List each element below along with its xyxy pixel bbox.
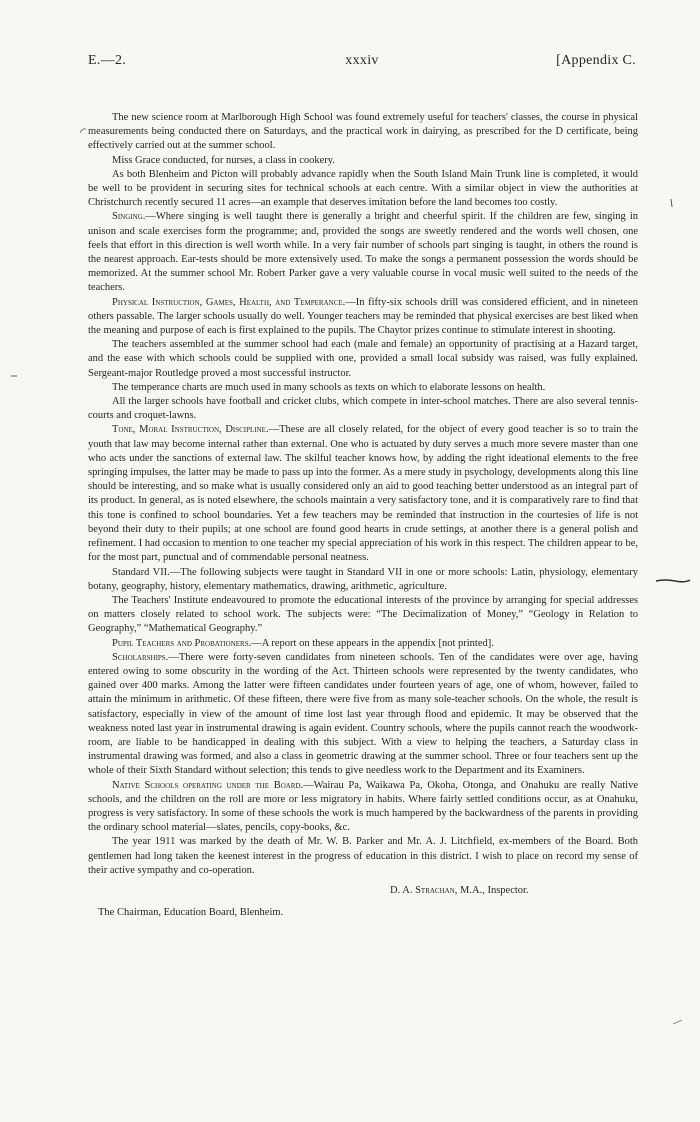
section-heading: Pupil Teachers and Probationers. [112, 637, 252, 649]
paragraph: The Teachers' Institute endeavoured to promote the educational interests of the province by arranging for special addresses on matters closely related to school work. The subjects were: “The Decimalization of Money,” “Geology in Relation to Geography,” “Mathematical Geography.” [88, 594, 638, 635]
page-number: xxxiv [345, 53, 379, 68]
paragraph-physical-instruction: Physical Instruction, Games, Health, and Temperance.—In fifty-six schools drill was considered efficient, and in nineteen others passable. The larger schools usually do well. Younger teachers may be reminded that physical exercises are best liked when the meaning and purpose of each is first explained to the pupils. The Chaytor prizes continue to stimulate interest in shooting. [88, 296, 638, 337]
paragraph: As both Blenheim and Picton will probably advance rapidly when the South Island Main Trunk line is completed, it would be well to be provident in securing sites for technical schools at each centre. With a similar object in view the authorities at Christchurch recently secured 11 acres—an example that deserves imitation before the land becomes too costly. [88, 168, 638, 209]
paragraph: Standard VII.—The following subjects were taught in Standard VII in one or more schools: Latin, physiology, elementary botany, geography, history, elementary mathematics, drawing, arithmetic, agriculture. [88, 566, 638, 592]
margin-curl-mark [78, 126, 88, 136]
paragraph-pupil-teachers: Pupil Teachers and Probationers.—A report on these appears in the appendix [not printed]. [112, 637, 494, 649]
paragraph: The temperance charts are much used in many schools as texts on which to elaborate lessons on health. [112, 381, 546, 393]
paragraph-native-schools: Native Schools operating under the Board.—Wairau Pa, Waikawa Pa, Okoha, Otonga, and Onahuku are really Native schools, and the children on the roll are more or less migratory in habits. Where fairly settled conditions occur, as at Onahuku, progress is very satisfactory. In some of these schools the work is much hampered by the backwardness of the parents in providing the ordinary school material—slates, pencils, copy-books, &c. [88, 779, 638, 834]
section-heading: Native Schools operating under the Board. [112, 779, 304, 791]
section-heading: Singing. [112, 211, 146, 223]
paragraph-singing: Singing.—Where singing is well taught there is generally a bright and cheerful spirit. If the children are few, singing in unison and scale exercises form the programme; and, provided the songs are sweetly rendered and the words well chosen, one feels that effort in this direction is well worth while. In a very fair number of schools part singing is taught, in others the round is the nearest approach. Ear-tests should be more extensively used. To make the songs a permanent possession the words should be memorized. At the summer school Mr. Robert Parker gave a very valuable course in vocal music well suited to the needs of the teachers. [88, 211, 638, 294]
section-heading: Tone, Moral Instruction, Discipline. [112, 424, 269, 436]
margin-dash-mark [655, 576, 691, 586]
paragraph-tone-discipline: Tone, Moral Instruction, Discipline.—These are all closely related, for the object of every good teacher is so to train the youth that law may become internal rather than external. One who is actuated by duty serves a much more severe master than one who acts under the sanctions of external law. The skilful teacher knows how, by adding the right ideational elements to the free springing impulses, the latter may be made to pass up into the former. As a mere study in psychology, developments along this line should be interesting, and so make what is usually considered only an aid to good teaching better understood as an integral part of its product. In general, as is noted elsewhere, the schools maintain a very satisfactory tone, and it is comparatively rare to find that this tone is confined to school boundaries. Yet a few teachers may be reminded that instruction in the courtesies of life is not beyond their duty to their pupils; at one school are found good hearts in crude settings, at another there is a general polish and refinement. I had occasion to mention to one teacher my special appreciation of his work in this respect. The children appear to be, for the most part, punctual and of commendable personal neatness. [88, 424, 638, 564]
appendix-label: [Appendix C. [556, 53, 636, 68]
paragraph: Miss Grace conducted, for nurses, a class in cookery. [112, 154, 335, 166]
paragraph-scholarships: Scholarships.—There were forty-seven candidates from nineteen schools. Ten of the candidates were over age, having entered owing to some obscurity in the wording of the Act. Thirteen schools were represented by the twenty candidates, who gained over 400 marks. Among the latter were fifteen candidates under fourteen years of age, one of whom, however, failed to attain the minimum in arithmetic. Of these fifteen, there were five from as many sole-teacher schools. On the whole, the result is satisfactory, especially in view of the amount of time lost last year through flood and epidemic. It may be observed that the weakness noted last year in instrumental drawing is again evident. Country schools, where the pupils cannot reach the woodwork-room, are liable to be handicapped in dealing with this subject. With a view to helping the teachers, a Saturday class in instrumental drawing was formed, and also a class in geometric drawing at the summer school. Three or four teachers sent up the whole of their Sixth Standard without selection; this tends to give needless work to the Department and its Examiners. [88, 651, 638, 777]
report-code: E.—2. [88, 53, 127, 68]
paragraph: The year 1911 was marked by the death of Mr. W. B. Parker and Mr. A. J. Litchfield, ex-members of the Board. Both gentlemen had long taken the keenest interest in the progress of education in this district. I wish to place on record my sense of their active sympathy and co-operation. [88, 836, 638, 876]
section-heading: Physical Instruction, Games, Health, and Temperance. [112, 296, 346, 308]
report-body [88, 111, 638, 920]
margin-tick-mark [10, 372, 18, 380]
paragraph: The teachers assembled at the summer school had each (male and female) an opportunity of practising at a Hazard target, and the ease with which schools could be supplied with one, provided a small local subsidy was raised, was fully explained. Sergeant-major Routledge proved a most successful instructor. [88, 339, 638, 379]
section-heading: Scholarships. [112, 651, 169, 663]
addressee: The Chairman, Education Board, Blenheim. [98, 907, 284, 919]
paragraph: All the larger schools have football and cricket clubs, which compete in inter-school matches. There are also several tennis-courts and croquet-lawns. [88, 396, 638, 422]
paragraph: The new science room at Marlborough High School was found extremely useful for teachers' classes, the course in physical measurements being conducted there on Saturdays, and the practical work in dairying, as prescribed for the D certificate, being effectively carried out at the summer school. [88, 112, 638, 152]
margin-tick-mark [668, 198, 676, 208]
page-header [88, 53, 636, 75]
margin-tick-mark [672, 1018, 684, 1026]
inspector-signature: D. A. Strachan, M.A., Inspector. [390, 884, 529, 896]
